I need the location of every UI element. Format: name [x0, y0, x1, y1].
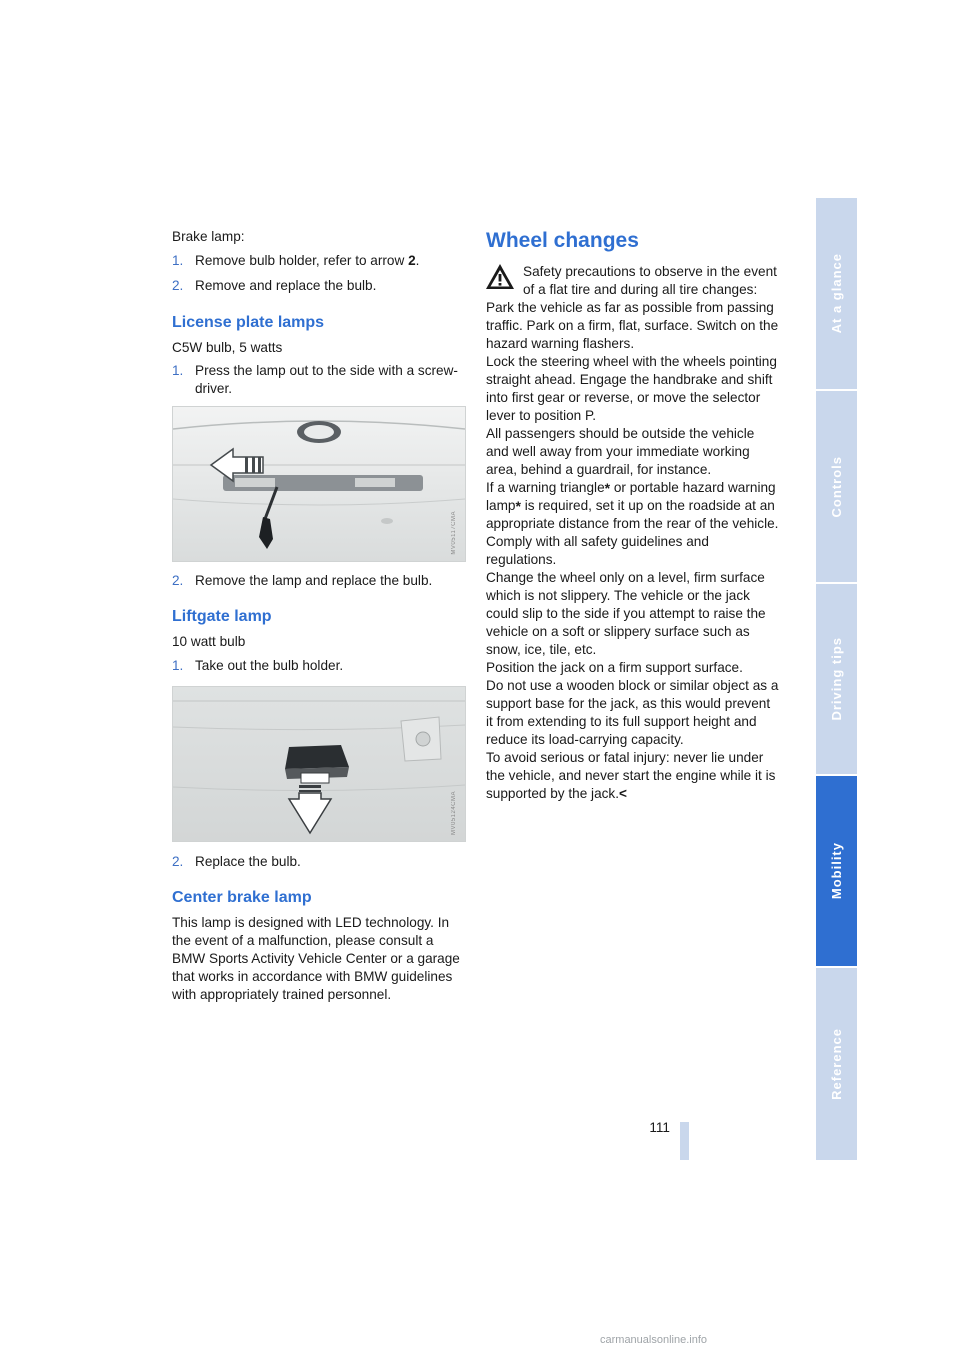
safety-paragraph-1: Park the vehicle as far as possible from passing traffic. Park on a firm, flat, surface. Switch on the hazard warning flashers. [486, 300, 779, 351]
warning-triangle-icon [485, 263, 515, 290]
step-text: Remove and replace the bulb. [195, 278, 377, 293]
safety-paragraph-5: Position the jack on a firm support surface. [486, 660, 743, 675]
option-star-1: * [604, 480, 611, 496]
step-text: Remove the lamp and replace the bulb. [195, 573, 433, 588]
warning-intro: Safety precautions to observe in the event of a flat tire and during all tire changes: [523, 264, 777, 297]
liftgate-illustration [173, 687, 465, 841]
license-plate-illustration [173, 407, 465, 561]
step-text: Replace the bulb. [195, 854, 301, 869]
tab-label: Reference [829, 1028, 844, 1100]
tab-controls[interactable] [816, 391, 857, 584]
safety-paragraph-2: Lock the steering wheel with the wheels pointing straight ahead. Engage the handbrake and shift into first gear or reverse, or move the selector lever to position P. [486, 354, 777, 423]
step-text: Remove bulb holder, refer to arrow [195, 253, 409, 268]
warning-block [486, 263, 780, 299]
wheel-changes-heading: Wheel changes [486, 229, 639, 252]
liftgate-bulb-spec: 10 watt bulb [172, 634, 246, 649]
tab-label: Driving tips [829, 637, 844, 721]
figure-code: MV05117CMA [451, 511, 457, 555]
tab-reference[interactable] [816, 968, 857, 1160]
arrow-ref: 2 [408, 253, 416, 268]
license-bulb-spec: C5W bulb, 5 watts [172, 340, 283, 355]
step-number: 2. [172, 573, 184, 588]
chapter-sidebar [816, 198, 857, 1160]
step-number: 1. [172, 253, 184, 268]
tab-driving-tips[interactable] [816, 584, 857, 776]
liftgate-lamp-figure [172, 686, 466, 842]
tab-label: Controls [829, 455, 844, 518]
option-star-2: * [515, 498, 521, 514]
left-column [172, 228, 468, 1004]
liftgate-step-1 [172, 657, 468, 675]
center-brake-heading: Center brake lamp [172, 889, 312, 906]
safety-paragraph-6: Do not use a wooden block or similar object as a support base for the jack, as this would prevent it from extending to its full support height and reduce its load-carrying capacity. [486, 678, 779, 747]
end-mark: < [619, 786, 627, 801]
safety-paragraph-3: All passengers should be outside the vehicle and well away from your immediate working area, behind a guardrail, for instance. [486, 426, 755, 477]
final-text: To avoid serious or fatal injury: never lie under the vehicle, and never start the engine while it is supported by the jack. [486, 750, 776, 801]
step-number: 2. [172, 854, 184, 869]
center-brake-text: This lamp is designed with LED technology. In the event of a malfunction, please consult a BMW Sports Activity Vehicle Center or a garage that works in accordance with BMW guidelines with appropriately trained personnel. [172, 915, 460, 1002]
triangle-text-1: If a warning triangle [486, 480, 605, 495]
watermark: carmanualsonline.info [600, 1334, 708, 1346]
brake-step-1 [172, 252, 468, 270]
step-number: 1. [172, 363, 184, 378]
safety-paragraph-4: Change the wheel only on a level, firm surface which is not slippery. The vehicle or the jack could slip to the side if you attempt to raise the vehicle on a soft or slippery surface such as snow, ice, tile, etc. [486, 570, 766, 657]
safety-paragraph-triangle [486, 479, 780, 569]
license-plate-heading: License plate lamps [172, 314, 325, 331]
right-column [486, 228, 780, 803]
step-text: Press the lamp out to the side with a screw-driver. [195, 363, 458, 396]
step-text: Take out the bulb holder. [195, 658, 344, 673]
liftgate-step-2 [172, 853, 468, 871]
triangle-text-3: is required, set it up on the roadside at an appropriate distance from the rear of the vehicle. Comply with all safety guidelines and regulations. [486, 498, 779, 567]
brake-lamp-label: Brake lamp: [172, 229, 245, 244]
tab-mobility[interactable] [816, 776, 857, 968]
tab-at-a-glance[interactable] [816, 198, 857, 391]
brake-step-2 [172, 277, 468, 295]
page-number: 111 [649, 1120, 670, 1135]
figure-code: MV05124CMA [451, 790, 457, 835]
safety-paragraph-final [486, 749, 780, 803]
tab-label: Mobility [829, 842, 844, 900]
liftgate-lamp-heading: Liftgate lamp [172, 608, 272, 625]
step-number: 1. [172, 658, 184, 673]
license-plate-lamp-figure [172, 406, 466, 562]
page-number-bar [680, 1122, 689, 1160]
license-step-2 [172, 572, 468, 590]
step-text-end: . [415, 253, 420, 268]
tab-label: At a glance [829, 253, 844, 334]
triangle-text-2: or portable hazard warning lamp [486, 480, 776, 513]
license-step-1 [172, 362, 468, 398]
step-number: 2. [172, 278, 184, 293]
